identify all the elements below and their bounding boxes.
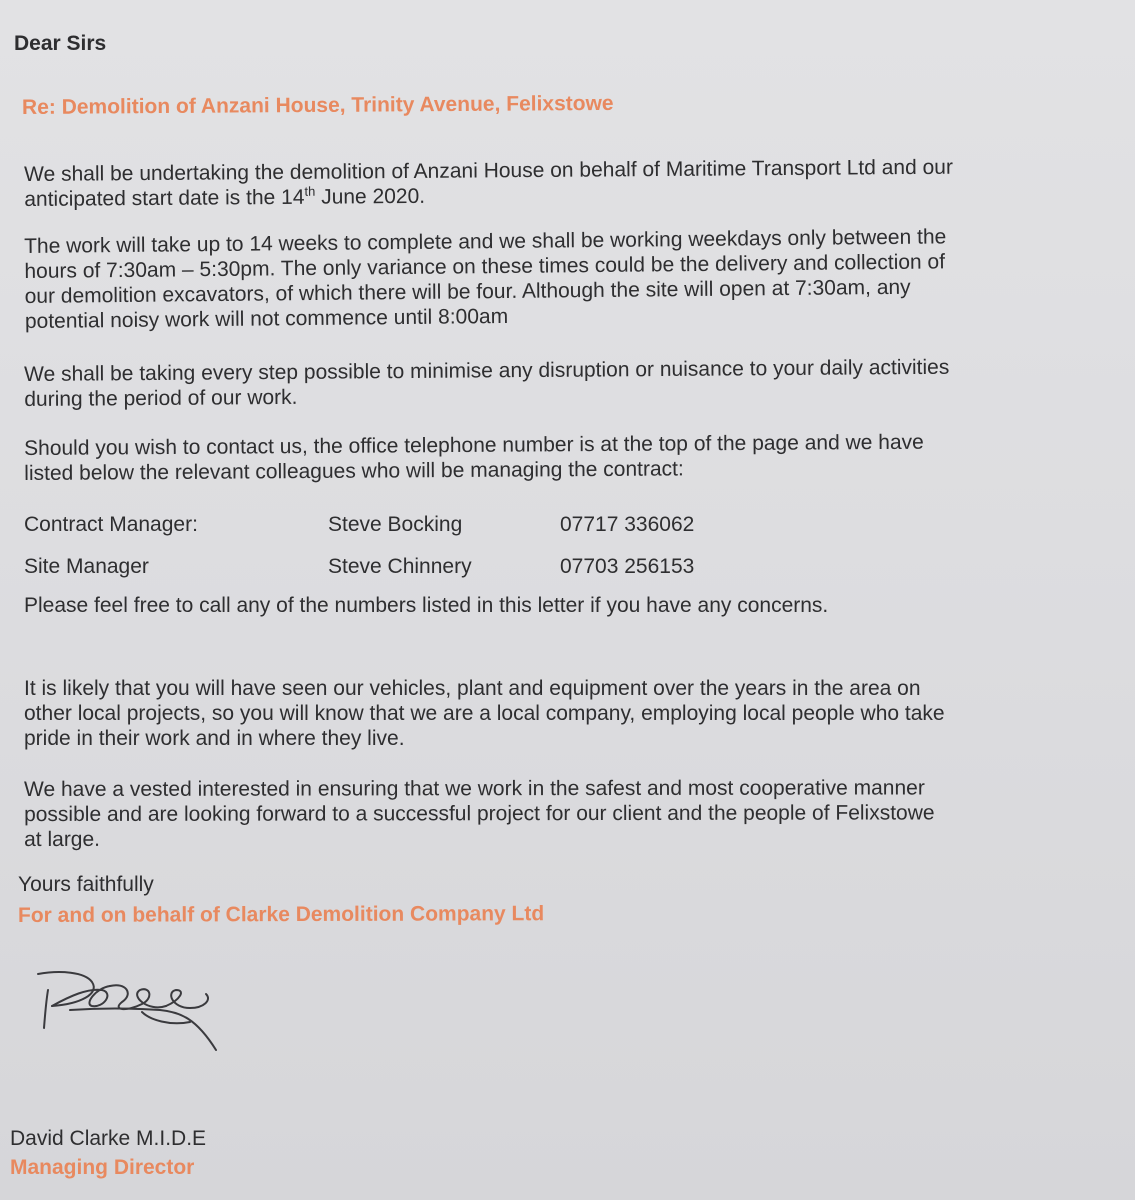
closing: Yours faithfully (18, 873, 154, 896)
paragraph-concerns: Please feel free to call any of the numbers listed in this letter if you have any concerns. (24, 594, 829, 617)
paragraph-local-company (24, 676, 1104, 751)
start-date-text-end: June 2020. (315, 184, 426, 209)
paragraph-line: other local projects, so you will know that we are a local company, employing local people who take (24, 702, 945, 725)
signatory-title: Managing Director (10, 1156, 195, 1179)
contact-phone: 07717 336062 (560, 513, 695, 536)
signatory-name: David Clarke M.I.D.E (10, 1127, 207, 1150)
paragraph-line: The work will take up to 14 weeks to complete and we shall be working weekdays only between the (24, 225, 947, 258)
contact-row-contract-manager (24, 511, 924, 539)
paragraph-line: possible and are looking forward to a successful project for our client and the people of Felixstowe (24, 801, 935, 826)
paragraph-working-hours (24, 223, 1105, 334)
subject-line: Re: Demolition of Anzani House, Trinity Avenue, Felixstowe (21, 91, 614, 119)
contact-name: Steve Bocking (328, 513, 463, 536)
salutation: Dear Sirs (14, 32, 107, 55)
date-ordinal: th (304, 183, 316, 199)
paragraph-line: It is likely that you will have seen our vehicles, plant and equipment over the years in the area on (24, 677, 921, 700)
paragraph-start-date (24, 154, 1104, 212)
paragraph-line: We shall be undertaking the demolition of Anzani House on behalf of Maritime Transport Ltd and our (24, 155, 954, 186)
paragraph-line: at large. (24, 827, 101, 851)
paragraph-vested-interest (24, 775, 1104, 852)
contact-role: Contract Manager: (24, 513, 198, 536)
contact-role: Site Manager (24, 555, 149, 578)
paragraph-disruption (24, 354, 1104, 412)
paragraph-line: during the period of our work. (24, 385, 298, 411)
contact-row-site-manager (24, 553, 924, 581)
paragraph-line: We shall be taking every step possible to minimise any disruption or nuisance to your daily activities (24, 355, 950, 386)
paragraph-line: Should you wish to contact us, the office telephone number is at the top of the page and we have (24, 430, 924, 460)
paragraph-line: pride in their work and in where they live. (24, 727, 405, 750)
paragraph-line: listed below the relevant colleagues who will be managing the contract: (24, 457, 684, 485)
paragraph-line: We have a vested interested in ensuring that we work in the safest and most cooperative manner (24, 776, 925, 801)
company-line: For and on behalf of Clarke Demolition Company Ltd (17, 902, 545, 927)
paragraph-contact-intro (24, 428, 1104, 486)
contact-phone: 07703 256153 (560, 555, 695, 578)
paragraph-line: hours of 7:30am – 5:30pm. The only variance on these times could be the delivery and collection of (24, 250, 946, 283)
paragraph-line: potential noisy work will not commence until 8:00am (24, 304, 509, 333)
paragraph-line: our demolition excavators, of which there will be four. Although the site will open at 7:30am, any (24, 275, 911, 308)
contact-name: Steve Chinnery (328, 555, 472, 578)
handwritten-signature (30, 960, 230, 1070)
start-date-text: anticipated start date is the 14 (24, 185, 305, 211)
